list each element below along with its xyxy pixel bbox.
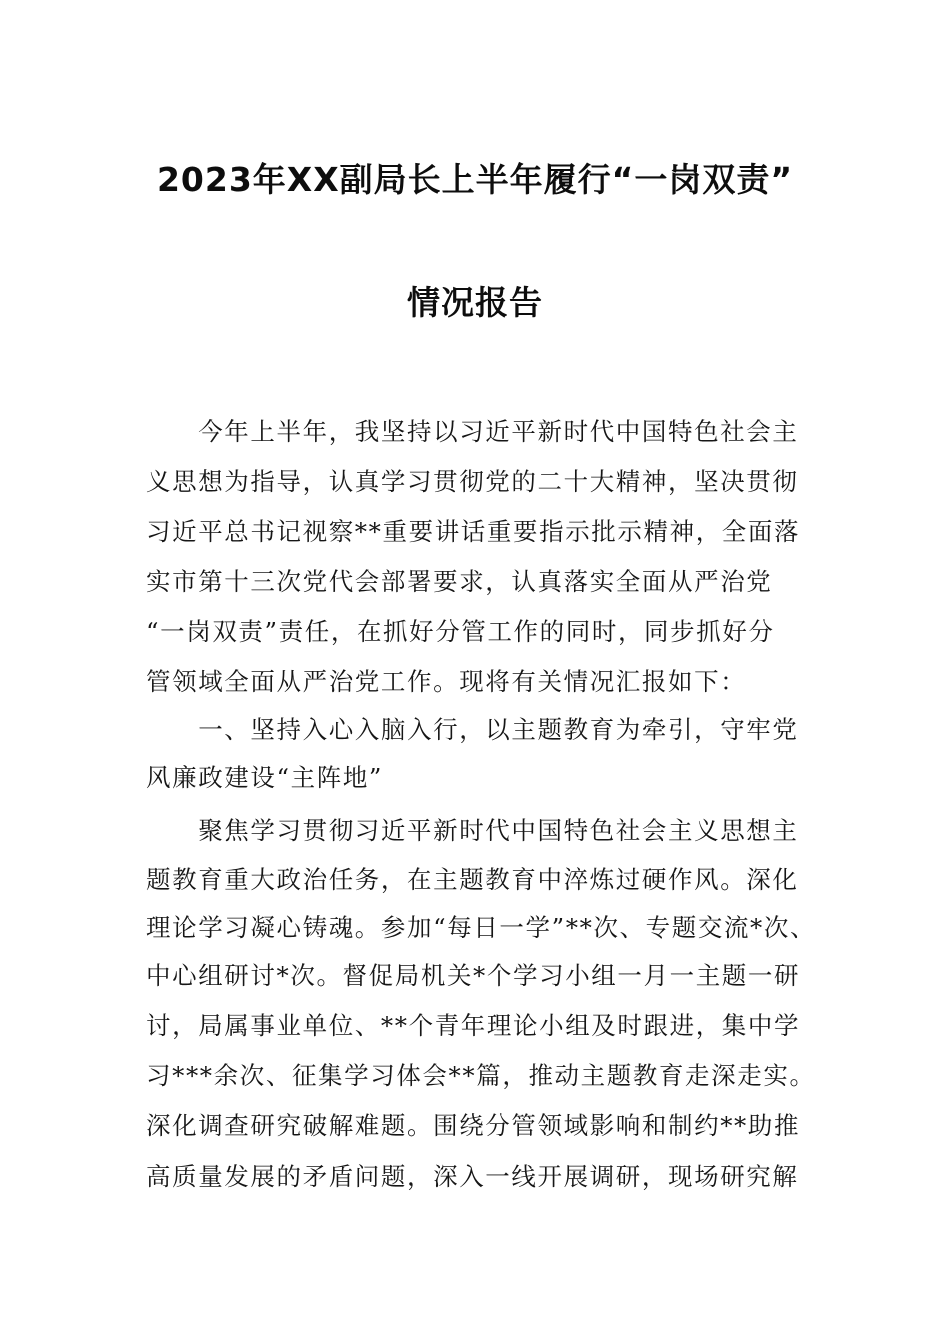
body-line: 中心组研讨*次。督促局机关*个学习小组一月一主题一研 <box>146 961 801 990</box>
section-heading-line: 一、坚持入心入脑入行，以主题教育为牵引，守牢党 <box>146 715 799 744</box>
body-line: 管领域全面从严治党工作。现将有关情况汇报如下： <box>146 667 747 696</box>
body-line: 理论学习凝心铸魂。参加“每日一学”**次、专题交流*次、 <box>146 913 817 942</box>
body-line: 习***余次、征集学习体会**篇，推动主题教育走深走实。 <box>146 1061 816 1090</box>
body-line: 深化调查研究破解难题。围绕分管领域影响和制约**助推 <box>146 1111 801 1140</box>
body-line: 讨，局属事业单位、**个青年理论小组及时跟进，集中学 <box>146 1011 801 1040</box>
body-line: “一岗双责”责任，在抓好分管工作的同时，同步抓好分 <box>146 617 775 646</box>
body-line: 今年上半年，我坚持以习近平新时代中国特色社会主 <box>146 417 799 446</box>
body-line: 义思想为指导，认真学习贯彻党的二十大精神，坚决贯彻 <box>146 467 799 496</box>
body-line: 实市第十三次党代会部署要求，认真落实全面从严治党 <box>146 567 773 596</box>
section-heading-line: 风廉政建设“主阵地” <box>146 763 384 792</box>
body-line: 高质量发展的矛盾问题，深入一线开展调研，现场研究解 <box>146 1162 799 1191</box>
document-title-line-1: 2023年XX副局长上半年履行“一岗双责” <box>156 160 794 199</box>
body-line: 聚焦学习贯彻习近平新时代中国特色社会主义思想主 <box>146 816 799 845</box>
body-line: 题教育重大政治任务，在主题教育中淬炼过硬作风。深化 <box>146 865 799 894</box>
body-line: 习近平总书记视察**重要讲话重要指示批示精神，全面落 <box>146 517 801 546</box>
document-title-line-2: 情况报告 <box>407 283 543 322</box>
